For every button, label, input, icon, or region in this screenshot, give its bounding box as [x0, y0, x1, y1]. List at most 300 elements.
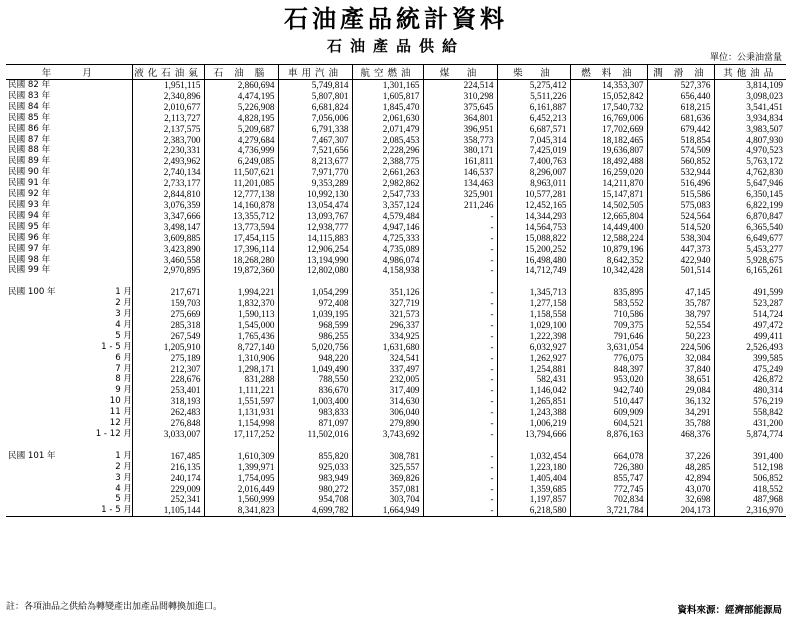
value-cell: 1,310,906: [204, 353, 278, 364]
table-row: [6, 473, 786, 484]
period-cell: [6, 309, 132, 320]
value-cell: 396,951: [423, 124, 497, 135]
value-cell: 337,497: [352, 364, 423, 375]
value-cell: 314,630: [352, 396, 423, 407]
value-cell: 3,423,890: [132, 244, 204, 255]
value-cell: 1,205,910: [132, 342, 204, 353]
period-cell: [6, 429, 132, 440]
month-label: 1 - 12 月: [95, 428, 132, 439]
month-label: 10 月: [109, 396, 132, 407]
value-cell: 17,454,115: [204, 233, 278, 244]
value-cell: 134,463: [423, 178, 497, 189]
value-cell: 19,872,360: [204, 265, 278, 276]
value-cell: 7,467,307: [278, 135, 352, 146]
column-header: 年 月: [6, 65, 132, 80]
value-cell: 14,211,870: [570, 178, 647, 189]
value-cell: 14,502,505: [570, 200, 647, 211]
spacer-cell: [352, 440, 423, 451]
value-cell: 972,408: [278, 298, 352, 309]
value-cell: 14,160,878: [204, 200, 278, 211]
value-cell: 1,610,309: [204, 451, 278, 462]
period-cell: [6, 124, 132, 135]
spacer-cell: [423, 276, 497, 287]
value-cell: 1,222,398: [497, 331, 570, 342]
value-cell: 2,733,177: [132, 178, 204, 189]
value-cell: -: [423, 396, 497, 407]
column-header: 航空燃油: [352, 65, 423, 80]
value-cell: -: [423, 473, 497, 484]
spacer-cell: [278, 440, 352, 451]
page-subtitle: 石油產品供給: [326, 37, 465, 55]
value-cell: 357,081: [352, 484, 423, 495]
value-cell: 664,078: [570, 451, 647, 462]
value-cell: 7,045,314: [497, 135, 570, 146]
value-cell: 18,492,488: [570, 156, 647, 167]
table-row: [6, 396, 786, 407]
period-cell: [6, 462, 132, 473]
table-row: [6, 309, 786, 320]
value-cell: 776,075: [570, 353, 647, 364]
value-cell: 204,173: [647, 505, 714, 516]
value-cell: -: [423, 255, 497, 266]
value-cell: 6,165,261: [714, 265, 786, 276]
value-cell: 35,788: [647, 418, 714, 429]
month-label: 3 月: [115, 309, 132, 320]
period-cell: [6, 473, 132, 484]
table-row: [6, 298, 786, 309]
value-cell: 3,721,784: [570, 505, 647, 516]
month-label: 2 月: [115, 298, 132, 309]
value-cell: 1,631,680: [352, 342, 423, 353]
spacer-cell: [647, 276, 714, 287]
column-header: 柴 油: [497, 65, 570, 80]
month-label: 2 月: [115, 461, 132, 472]
value-cell: 8,213,677: [278, 156, 352, 167]
value-cell: 1,003,400: [278, 396, 352, 407]
value-cell: 3,098,023: [714, 91, 786, 102]
value-cell: 835,895: [570, 287, 647, 298]
table-row: [6, 156, 786, 167]
value-cell: 491,599: [714, 287, 786, 298]
value-cell: 2,113,727: [132, 113, 204, 124]
year-label: 民國 85 年: [8, 112, 51, 123]
value-cell: 224,514: [423, 80, 497, 91]
value-cell: 980,272: [278, 484, 352, 495]
value-cell: 50,223: [647, 331, 714, 342]
value-cell: 431,200: [714, 418, 786, 429]
value-cell: 1,277,158: [497, 298, 570, 309]
value-cell: 42,894: [647, 473, 714, 484]
value-cell: 8,727,140: [204, 342, 278, 353]
period-cell: [6, 222, 132, 233]
value-cell: 3,357,124: [352, 200, 423, 211]
period-cell: [6, 298, 132, 309]
value-cell: 709,375: [570, 320, 647, 331]
value-cell: 217,671: [132, 287, 204, 298]
value-cell: 1,029,100: [497, 320, 570, 331]
value-cell: -: [423, 429, 497, 440]
value-cell: 12,452,165: [497, 200, 570, 211]
value-cell: 2,526,493: [714, 342, 786, 353]
month-label: 4 月: [115, 319, 132, 330]
table-row: [6, 145, 786, 156]
value-cell: 2,388,775: [352, 156, 423, 167]
period-cell: [6, 396, 132, 407]
period-cell: [6, 374, 132, 385]
table-row: [6, 353, 786, 364]
value-cell: 527,376: [647, 80, 714, 91]
value-cell: 369,826: [352, 473, 423, 484]
table-row: [6, 135, 786, 146]
value-cell: 6,218,580: [497, 505, 570, 516]
value-cell: 4,947,146: [352, 222, 423, 233]
value-cell: 351,126: [352, 287, 423, 298]
value-cell: 6,032,927: [497, 342, 570, 353]
value-cell: 6,365,540: [714, 222, 786, 233]
value-cell: 318,193: [132, 396, 204, 407]
value-cell: 47,145: [647, 287, 714, 298]
value-cell: 4,762,830: [714, 167, 786, 178]
value-cell: 3,983,507: [714, 124, 786, 135]
value-cell: 3,541,451: [714, 102, 786, 113]
table-row: [6, 255, 786, 266]
value-cell: 3,814,109: [714, 80, 786, 91]
value-cell: -: [423, 484, 497, 495]
table-row: [6, 494, 786, 505]
year-label: 民國 92 年: [8, 189, 51, 200]
value-cell: 983,833: [278, 407, 352, 418]
value-cell: 3,743,692: [352, 429, 423, 440]
table-row: [6, 178, 786, 189]
column-header: 液化石油氣: [132, 65, 204, 80]
value-cell: 327,719: [352, 298, 423, 309]
value-cell: 1,039,195: [278, 309, 352, 320]
month-label: 1 月: [115, 287, 132, 298]
value-cell: 968,599: [278, 320, 352, 331]
value-cell: 679,442: [647, 124, 714, 135]
value-cell: 159,703: [132, 298, 204, 309]
value-cell: 574,509: [647, 145, 714, 156]
table-row: [6, 80, 786, 91]
value-cell: 253,401: [132, 385, 204, 396]
value-cell: 167,485: [132, 451, 204, 462]
value-cell: -: [423, 244, 497, 255]
value-cell: 37,840: [647, 364, 714, 375]
value-cell: 514,724: [714, 309, 786, 320]
value-cell: 11,502,016: [278, 429, 352, 440]
value-cell: 1,832,370: [204, 298, 278, 309]
period-cell: [6, 451, 132, 462]
value-cell: 515,586: [647, 189, 714, 200]
table-row: [6, 429, 786, 440]
year-label: 民國 86 年: [8, 123, 51, 134]
value-cell: 306,040: [352, 407, 423, 418]
value-cell: 11,507,621: [204, 167, 278, 178]
value-cell: -: [423, 374, 497, 385]
value-cell: 480,314: [714, 385, 786, 396]
value-cell: 582,431: [497, 374, 570, 385]
period-cell: [6, 364, 132, 375]
value-cell: 426,872: [714, 374, 786, 385]
value-cell: 11,201,085: [204, 178, 278, 189]
value-cell: 6,649,677: [714, 233, 786, 244]
value-cell: 3,033,007: [132, 429, 204, 440]
value-cell: -: [423, 364, 497, 375]
value-cell: 1,301,165: [352, 80, 423, 91]
value-cell: 17,702,669: [570, 124, 647, 135]
value-cell: 2,137,575: [132, 124, 204, 135]
value-cell: -: [423, 385, 497, 396]
source-credit: 資料來源：經濟部能源局: [677, 605, 782, 616]
value-cell: 10,879,196: [570, 244, 647, 255]
value-cell: 5,749,814: [278, 80, 352, 91]
value-cell: 788,550: [278, 374, 352, 385]
value-cell: 10,992,130: [278, 189, 352, 200]
value-cell: 216,135: [132, 462, 204, 473]
value-cell: 43,070: [647, 484, 714, 495]
value-cell: 38,797: [647, 309, 714, 320]
value-cell: 583,552: [570, 298, 647, 309]
value-cell: 5,511,226: [497, 91, 570, 102]
value-cell: 14,564,753: [497, 222, 570, 233]
value-cell: 5,874,774: [714, 429, 786, 440]
value-cell: 4,735,089: [352, 244, 423, 255]
value-cell: 6,452,213: [497, 113, 570, 124]
value-cell: 8,876,163: [570, 429, 647, 440]
value-cell: 1,545,000: [204, 320, 278, 331]
value-cell: 232,005: [352, 374, 423, 385]
value-cell: 499,411: [714, 331, 786, 342]
value-cell: 418,552: [714, 484, 786, 495]
value-cell: 2,740,134: [132, 167, 204, 178]
value-cell: 3,460,558: [132, 255, 204, 266]
value-cell: 2,493,962: [132, 156, 204, 167]
value-cell: 1,254,881: [497, 364, 570, 375]
value-cell: 14,712,749: [497, 265, 570, 276]
value-cell: 35,787: [647, 298, 714, 309]
month-label: 6 月: [115, 352, 132, 363]
value-cell: 1,111,221: [204, 385, 278, 396]
column-header: 潤 滑 油: [647, 65, 714, 80]
value-cell: 925,033: [278, 462, 352, 473]
spacer-cell: [204, 440, 278, 451]
spacer-cell: [647, 440, 714, 451]
table-row: [6, 484, 786, 495]
value-cell: 5,928,675: [714, 255, 786, 266]
spacer-cell: [132, 440, 204, 451]
period-cell: [6, 200, 132, 211]
value-cell: -: [423, 309, 497, 320]
value-cell: 391,400: [714, 451, 786, 462]
spacer-cell: [714, 440, 786, 451]
value-cell: 6,822,199: [714, 200, 786, 211]
period-cell: [6, 287, 132, 298]
value-cell: 4,579,484: [352, 211, 423, 222]
value-cell: 36,132: [647, 396, 714, 407]
value-cell: 285,318: [132, 320, 204, 331]
value-cell: 12,665,804: [570, 211, 647, 222]
value-cell: 1,560,999: [204, 494, 278, 505]
month-label: 1 - 5 月: [101, 341, 132, 352]
table-row: [6, 451, 786, 462]
spacer-cell: [278, 276, 352, 287]
spacer-cell: [714, 276, 786, 287]
value-cell: 14,449,400: [570, 222, 647, 233]
value-cell: 6,350,145: [714, 189, 786, 200]
table-header-row: [6, 65, 786, 80]
month-label: 11 月: [109, 407, 132, 418]
value-cell: -: [423, 233, 497, 244]
value-cell: 2,860,694: [204, 80, 278, 91]
value-cell: 656,440: [647, 91, 714, 102]
table-row: [6, 244, 786, 255]
value-cell: 1,405,404: [497, 473, 570, 484]
value-cell: 836,670: [278, 385, 352, 396]
value-cell: -: [423, 222, 497, 233]
year-label: 民國 84 年: [8, 101, 51, 112]
spacer-row: [6, 440, 786, 451]
value-cell: -: [423, 331, 497, 342]
value-cell: 2,071,479: [352, 124, 423, 135]
value-cell: 13,355,712: [204, 211, 278, 222]
column-header: 燃 料 油: [570, 65, 647, 80]
year-label: 民國 97 年: [8, 243, 51, 254]
value-cell: 501,514: [647, 265, 714, 276]
year-label: 民國 91 年: [8, 178, 51, 189]
value-cell: 942,740: [570, 385, 647, 396]
value-cell: 1,146,042: [497, 385, 570, 396]
period-cell: [6, 418, 132, 429]
value-cell: 38,651: [647, 374, 714, 385]
value-cell: 364,801: [423, 113, 497, 124]
value-cell: 8,963,011: [497, 178, 570, 189]
value-cell: 16,259,020: [570, 167, 647, 178]
value-cell: 772,745: [570, 484, 647, 495]
value-cell: 275,189: [132, 353, 204, 364]
value-cell: 399,585: [714, 353, 786, 364]
value-cell: 32,698: [647, 494, 714, 505]
value-cell: 3,934,834: [714, 113, 786, 124]
value-cell: 5,226,908: [204, 102, 278, 113]
period-cell: [6, 407, 132, 418]
period-cell: [6, 91, 132, 102]
unit-label: 單位：公秉油當量: [709, 53, 782, 63]
period-cell: [6, 156, 132, 167]
value-cell: 8,642,352: [570, 255, 647, 266]
table-row: [6, 167, 786, 178]
value-cell: -: [423, 505, 497, 516]
value-cell: 240,174: [132, 473, 204, 484]
value-cell: 2,010,677: [132, 102, 204, 113]
value-cell: 558,842: [714, 407, 786, 418]
table-row: [6, 364, 786, 375]
table-row: [6, 189, 786, 200]
value-cell: 12,802,080: [278, 265, 352, 276]
value-cell: 267,549: [132, 331, 204, 342]
value-cell: -: [423, 211, 497, 222]
period-cell: [6, 331, 132, 342]
table-row: [6, 113, 786, 124]
table-row: [6, 374, 786, 385]
value-cell: 575,083: [647, 200, 714, 211]
value-cell: 10,342,428: [570, 265, 647, 276]
column-header: 其他油品: [714, 65, 786, 80]
year-label: 民國 82 年: [8, 80, 51, 90]
value-cell: 576,219: [714, 396, 786, 407]
period-cell: [6, 505, 132, 516]
value-cell: 3,609,885: [132, 233, 204, 244]
value-cell: 4,474,195: [204, 91, 278, 102]
value-cell: -: [423, 342, 497, 353]
period-cell: [6, 385, 132, 396]
value-cell: 13,773,594: [204, 222, 278, 233]
table-row: [6, 265, 786, 276]
table-row: [6, 385, 786, 396]
value-cell: 475,249: [714, 364, 786, 375]
period-cell: [6, 320, 132, 331]
value-cell: 228,676: [132, 374, 204, 385]
value-cell: -: [423, 353, 497, 364]
value-cell: 7,521,656: [278, 145, 352, 156]
column-header: 煤 油: [423, 65, 497, 80]
month-label: 12 月: [109, 418, 132, 429]
value-cell: 17,540,732: [570, 102, 647, 113]
value-cell: 296,337: [352, 320, 423, 331]
value-cell: 506,852: [714, 473, 786, 484]
period-cell: [6, 342, 132, 353]
value-cell: 512,198: [714, 462, 786, 473]
value-cell: 1,754,095: [204, 473, 278, 484]
value-cell: 12,938,777: [278, 222, 352, 233]
value-cell: 325,557: [352, 462, 423, 473]
value-cell: 4,986,074: [352, 255, 423, 266]
table-row: [6, 418, 786, 429]
value-cell: 710,586: [570, 309, 647, 320]
table-row: [6, 222, 786, 233]
value-cell: 2,383,700: [132, 135, 204, 146]
value-cell: 2,340,896: [132, 91, 204, 102]
value-cell: -: [423, 287, 497, 298]
value-cell: 308,781: [352, 451, 423, 462]
value-cell: 2,228,296: [352, 145, 423, 156]
month-label: 8 月: [115, 374, 132, 385]
year-label: 民國 90 年: [8, 167, 51, 178]
value-cell: 2,547,733: [352, 189, 423, 200]
value-cell: 15,147,871: [570, 189, 647, 200]
value-cell: 831,288: [204, 374, 278, 385]
value-cell: 3,498,147: [132, 222, 204, 233]
value-cell: 211,246: [423, 200, 497, 211]
month-label: 1 月: [115, 450, 132, 461]
value-cell: 2,085,453: [352, 135, 423, 146]
value-cell: 6,161,887: [497, 102, 570, 113]
value-cell: 516,496: [647, 178, 714, 189]
value-cell: 161,811: [423, 156, 497, 167]
value-cell: 1,359,685: [497, 484, 570, 495]
value-cell: 487,968: [714, 494, 786, 505]
year-label: 民國 101 年: [8, 450, 56, 461]
value-cell: -: [423, 407, 497, 418]
value-cell: 16,769,006: [570, 113, 647, 124]
value-cell: 14,353,307: [570, 80, 647, 91]
value-cell: 4,807,930: [714, 135, 786, 146]
value-cell: 1,197,857: [497, 494, 570, 505]
value-cell: 447,373: [647, 244, 714, 255]
period-cell: [6, 211, 132, 222]
spacer-row: [6, 276, 786, 287]
value-cell: 560,852: [647, 156, 714, 167]
period-cell: [6, 178, 132, 189]
